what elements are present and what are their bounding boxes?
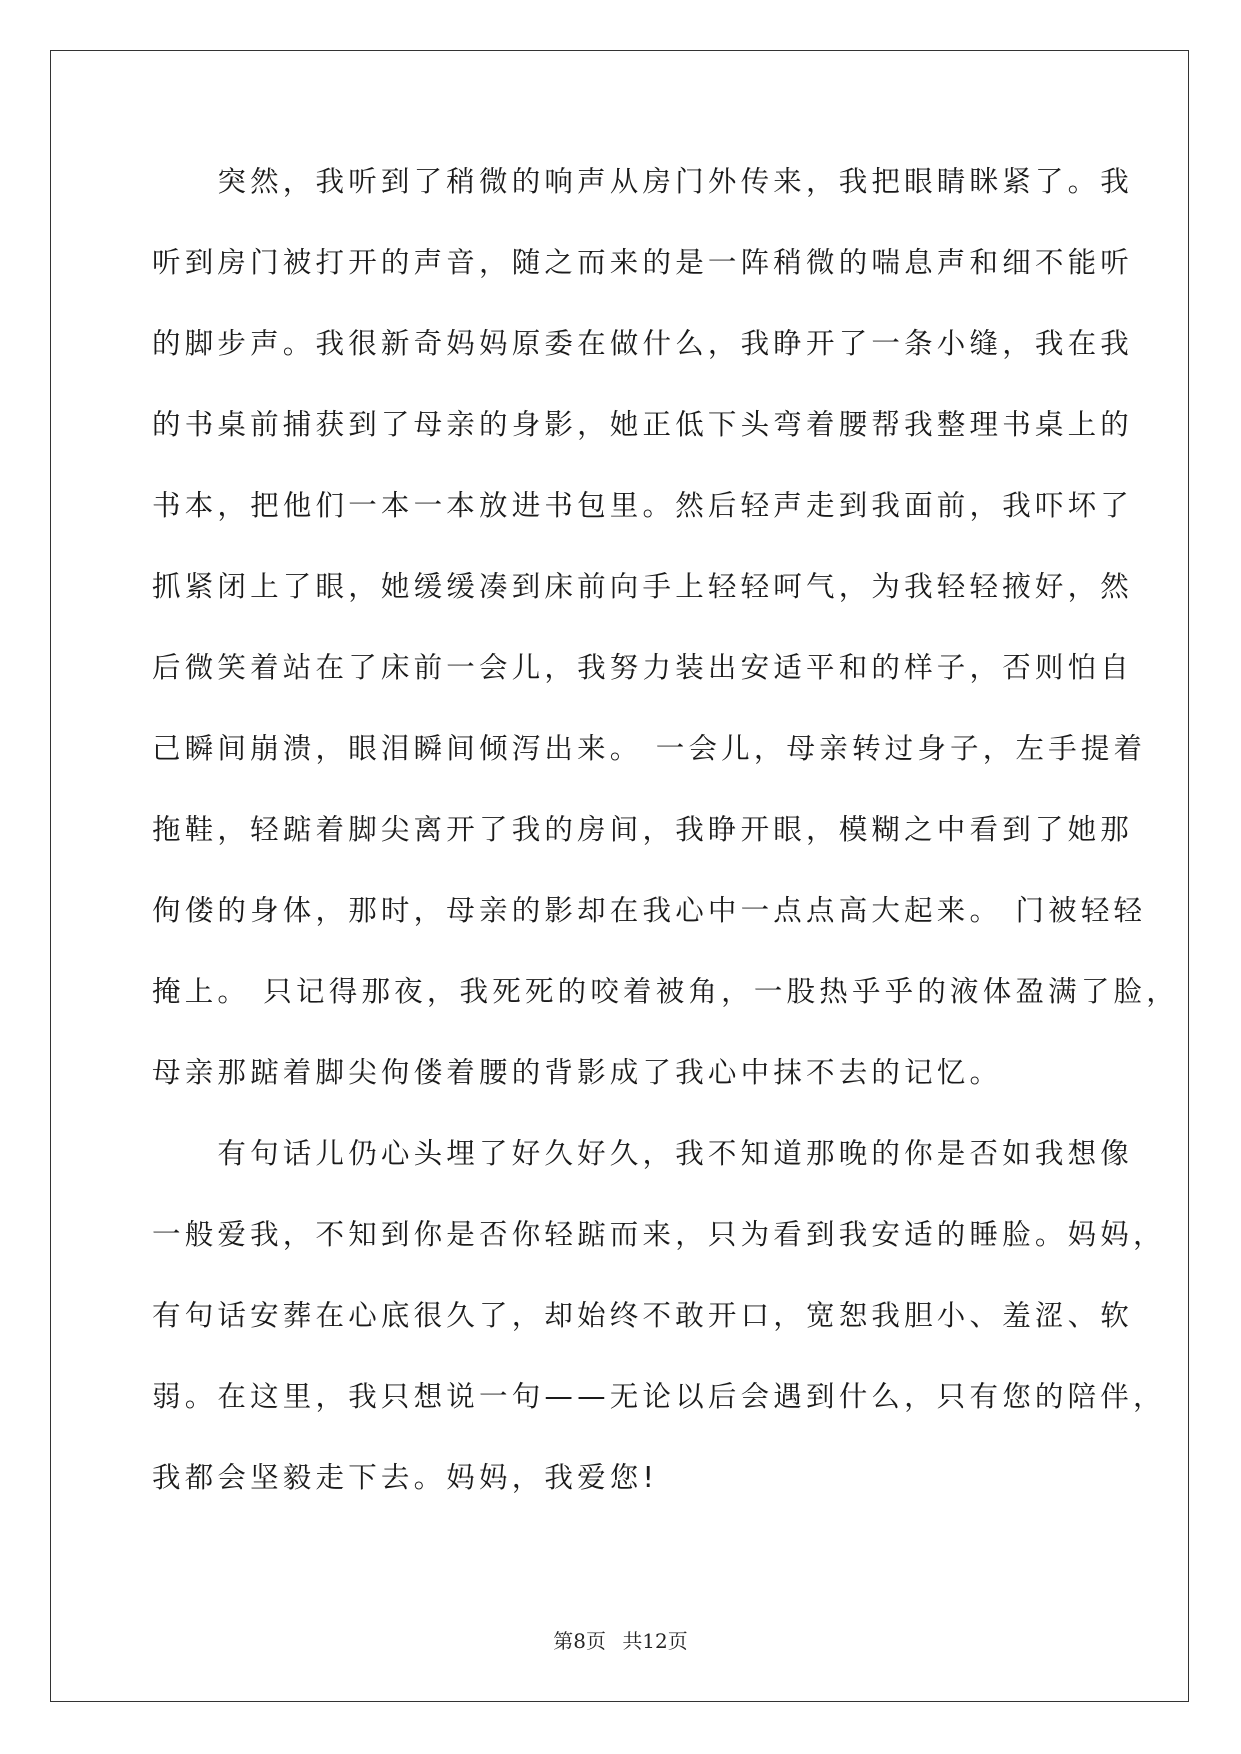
text-line: 拖鞋，轻踮着脚尖离开了我的房间，我睁开眼，模糊之中看到了她那: [152, 813, 1134, 846]
text-line: 书本，把他们一本一本放进书包里。然后轻声走到我面前，我吓坏了: [152, 489, 1134, 522]
text-line: 我都会坚毅走下去。妈妈，我爱您!: [152, 1461, 659, 1494]
text-line: 听到房门被打开的声音，随之而来的是一阵稍微的喘息声和细不能听: [152, 246, 1134, 279]
text-line: 抓紧闭上了眼，她缓缓凑到床前向手上轻轻呵气，为我轻轻掖好，然: [152, 570, 1134, 603]
page-footer: [0, 1625, 1241, 1654]
text-line: 的书桌前捕获到了母亲的身影，她正低下头弯着腰帮我整理书桌上的: [152, 408, 1134, 441]
text-line: 的脚步声。我很新奇妈妈原委在做什么，我睁开了一条小缝，我在我: [152, 327, 1134, 360]
text-line: 掩上。 只记得那夜，我死死的咬着被角，一股热乎乎的液体盈满了脸，: [152, 975, 1179, 1008]
text-line: 有句话儿仍心头埋了好久好久，我不知道那晚的你是否如我想像: [152, 1137, 1134, 1170]
text-line: 突然，我听到了稍微的响声从房门外传来，我把眼睛眯紧了。我: [152, 165, 1134, 198]
page-total: 共12页: [622, 1629, 688, 1653]
document-body: [152, 162, 1179, 1539]
text-line: 一般爱我，不知到你是否你轻踮而来，只为看到我安适的睡脸。妈妈，: [152, 1218, 1166, 1251]
text-line: 有句话安葬在心底很久了，却始终不敢开口，宽恕我胆小、羞涩、软: [152, 1299, 1134, 1332]
text-line: 己瞬间崩溃，眼泪瞬间倾泻出来。 一会儿，母亲转过身子，左手提着: [152, 732, 1147, 765]
text-line: 弱。在这里，我只想说一句——无论以后会遇到什么，只有您的陪伴，: [152, 1380, 1166, 1413]
paragraph-2: [152, 1134, 1166, 1539]
text-line: 母亲那踮着脚尖佝偻着腰的背影成了我心中抹不去的记忆。: [152, 1056, 1003, 1089]
page-number: 第8页: [553, 1629, 606, 1653]
text-line: 佝偻的身体，那时，母亲的影却在我心中一点点高大起来。 门被轻轻: [152, 894, 1147, 927]
paragraph-1: [152, 162, 1179, 1134]
text-line: 后微笑着站在了床前一会儿，我努力装出安适平和的样子，否则怕自: [152, 651, 1134, 684]
